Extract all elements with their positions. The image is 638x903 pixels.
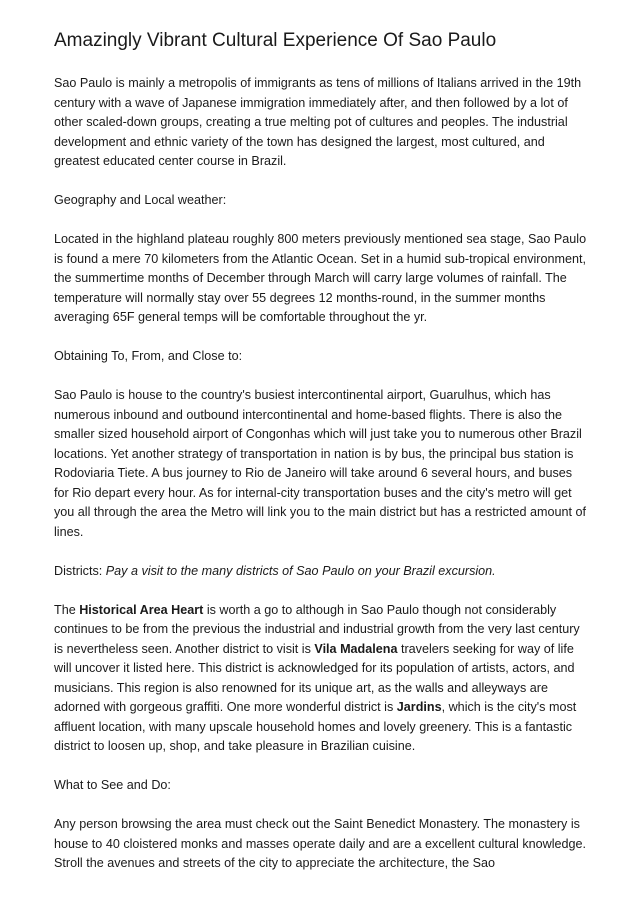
see-do-heading: What to See and Do: <box>54 778 171 792</box>
districts-tagline: Pay a visit to the many districts of Sao Paulo on your Brazil excursion. <box>105 563 496 578</box>
geography-heading: Geography and Local weather: <box>54 193 227 207</box>
districts-text-4: , which is the city's most affluent location, with many upscale household homes and lovely greenery. This is a fantastic district to loosen up, shop, and take pleasure in Brazilian cuisine. <box>54 700 577 753</box>
districts-paragraph <box>54 601 590 757</box>
page-title: Amazingly Vibrant Cultural Experience Of Sao Paulo <box>54 30 497 51</box>
district-name-historical: Historical Area Heart <box>79 602 204 617</box>
districts-heading <box>54 562 590 582</box>
intro-paragraph: Sao Paulo is mainly a metropolis of immigrants as tens of millions of Italians arrived in the 19th century with a wave of Japanese immigration immediately after, and then followed by a lot of other scaled-down groups, creating a true melting pot of cultures and peoples. The industrial development and ethnic variety of the town has designed the largest, most cultured, and greatest educated center course in Brazil. <box>54 76 582 168</box>
transport-paragraph: Sao Paulo is house to the country's busiest intercontinental airport, Guarulhus, which has numerous inbound and outbound intercontinental and home-based flights. There is also the smaller sized household airport of Congonhas which will just take you to numerous other Brazil locations. Yet another strategy of transportation in nation is by bus, the principal bus station is Rodoviaria Tiete. A bus journey to Rio de Janeiro will take around 6 several hours, and buses for Rio depart every hour. As for internal-city transportation buses and the city's metro will get you all through the area the Metro will link you to the main district but has a restricted amount of lines. <box>54 388 587 539</box>
districts-text-1: The <box>54 602 80 617</box>
districts-text-3: travelers seeking for way of life will uncover it listed here. This district is acknowledged for its population of artists, actors, and musicians. This region is also renowned for its unique art, as the walls and alleyways are adorned with gorgeous graffiti. One more wonderful district is <box>54 641 575 714</box>
districts-label: Districts: <box>54 563 103 578</box>
district-name-jardins: Jardins <box>396 700 442 714</box>
geography-paragraph: Located in the highland plateau roughly 800 meters previously mentioned sea stage, Sao Paulo is found a mere 70 kilometers from the Atlantic Ocean. Set in a humid sub-tropical environment, the summertime months of December through March will carry large volumes of rainfall. The temperature will normally stay over 55 degrees 12 months-round, in the summer months averaging 65F general temps will be comfortable throughout the yr. <box>54 232 587 324</box>
district-name-vila-madalena: Vila Madalena <box>314 641 398 656</box>
see-do-paragraph: Any person browsing the area must check out the Saint Benedict Monastery. The monastery is house to 40 cloistered monks and masses operate daily and are a excellent cultural knowledge. Stroll the avenues and streets of the city to appreciate the architecture, the Sao <box>54 817 587 870</box>
document-page <box>54 28 590 893</box>
districts-text-2: is worth a go to although in Sao Paulo though not considerably continues to be from the previous the industrial and industrial growth from the very last century is nevertheless seen. Another district to visit is <box>54 602 580 656</box>
transport-heading: Obtaining To, From, and Close to: <box>54 349 243 363</box>
